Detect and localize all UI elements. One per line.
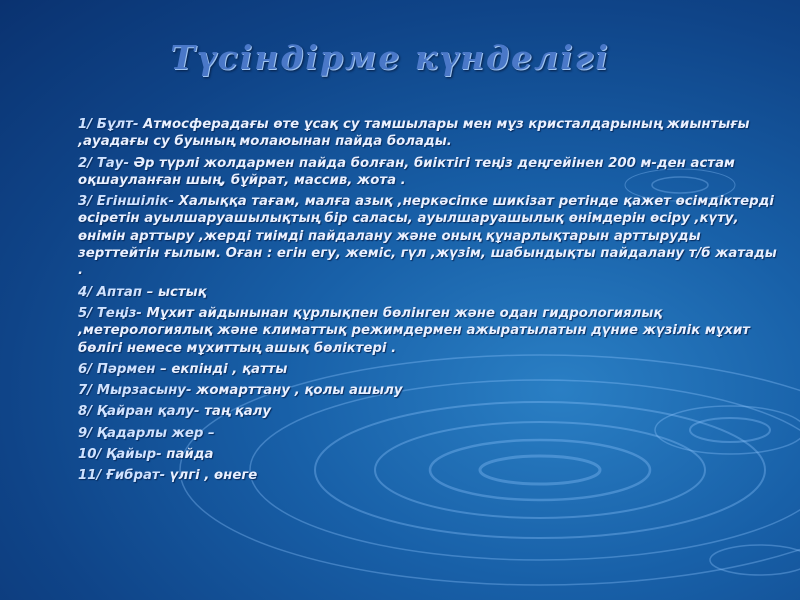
item-term: 5/ Теңіз- (78, 305, 142, 321)
slide-title: Түсіндірме күнделігі (170, 38, 610, 77)
list-item (32, 382, 777, 399)
list-item (32, 305, 777, 357)
item-definition: – екпінді , қатты (155, 361, 288, 377)
item-term: 10/ Қайыр- (78, 447, 162, 463)
item-definition: үлгі , өнеге (165, 468, 258, 484)
item-definition: Халыққа тағам, малға азық ,неркәсіпке шикізат ретінде қажет өсімдіктерді өсіретін ауылшаруашылықтың бір саласы, ауылшаруашылық өнімдерін өсіру ,күту, өнімін арттыру ,жерді тиімді пайдалану және оның құнарлықтарын арттыруды зерттейтін ғылым. Оған : егін егу, жеміс, гүл ,жүзім, шабындықты пайдалану т/б жатады . (78, 194, 777, 279)
item-term: 1/ Бұлт- (78, 117, 139, 132)
item-definition: – ыстық (142, 284, 207, 300)
list-item (32, 155, 777, 190)
item-term: 4/ Аптап (78, 284, 143, 300)
item-definition: таң қалу (199, 404, 272, 420)
item-term: 9/ Қадарлы жер – (78, 425, 215, 441)
item-term: 8/ Қайран қалу- (78, 404, 200, 420)
item-term: 2/ Тау- (78, 155, 129, 171)
glossary-list (32, 116, 777, 489)
item-term: 7/ Мырзасыну- (78, 383, 192, 399)
list-item (32, 361, 777, 378)
item-definition: пайда (161, 447, 214, 463)
list-item (32, 116, 777, 151)
list-item (32, 193, 777, 279)
list-item (32, 403, 777, 420)
item-definition: Атмосферадағы өте ұсақ су тамшылары мен мұз кристалдарының жиынтығы ,ауадағы су буының молаюынан пайда болады. (78, 117, 750, 150)
list-item (32, 446, 777, 463)
list-item (32, 467, 777, 484)
item-term: 3/ Егіншілік- (78, 194, 175, 210)
item-definition: Мұхит айдынынан құрлықпен бөлінген және одан гидрологиялық ,метерологиялық және климаттық режимдермен ажыратылатын дүние жүзілік мұхит бөлігі немесе мұхиттың ашық бөліктері . (78, 305, 750, 356)
item-definition: Әр түрлі жолдармен пайда болған, биіктігі теңіз деңгейінен 200 м-ден астам оқшауланған шың, бұйрат, массив, жота . (78, 155, 735, 188)
item-term: 6/ Пәрмен (78, 361, 156, 377)
item-definition: жомарттану , қолы ашылу (191, 383, 403, 399)
list-item (32, 284, 777, 301)
list-item (32, 425, 777, 442)
item-term: 11/ Ғибрат- (78, 468, 166, 484)
